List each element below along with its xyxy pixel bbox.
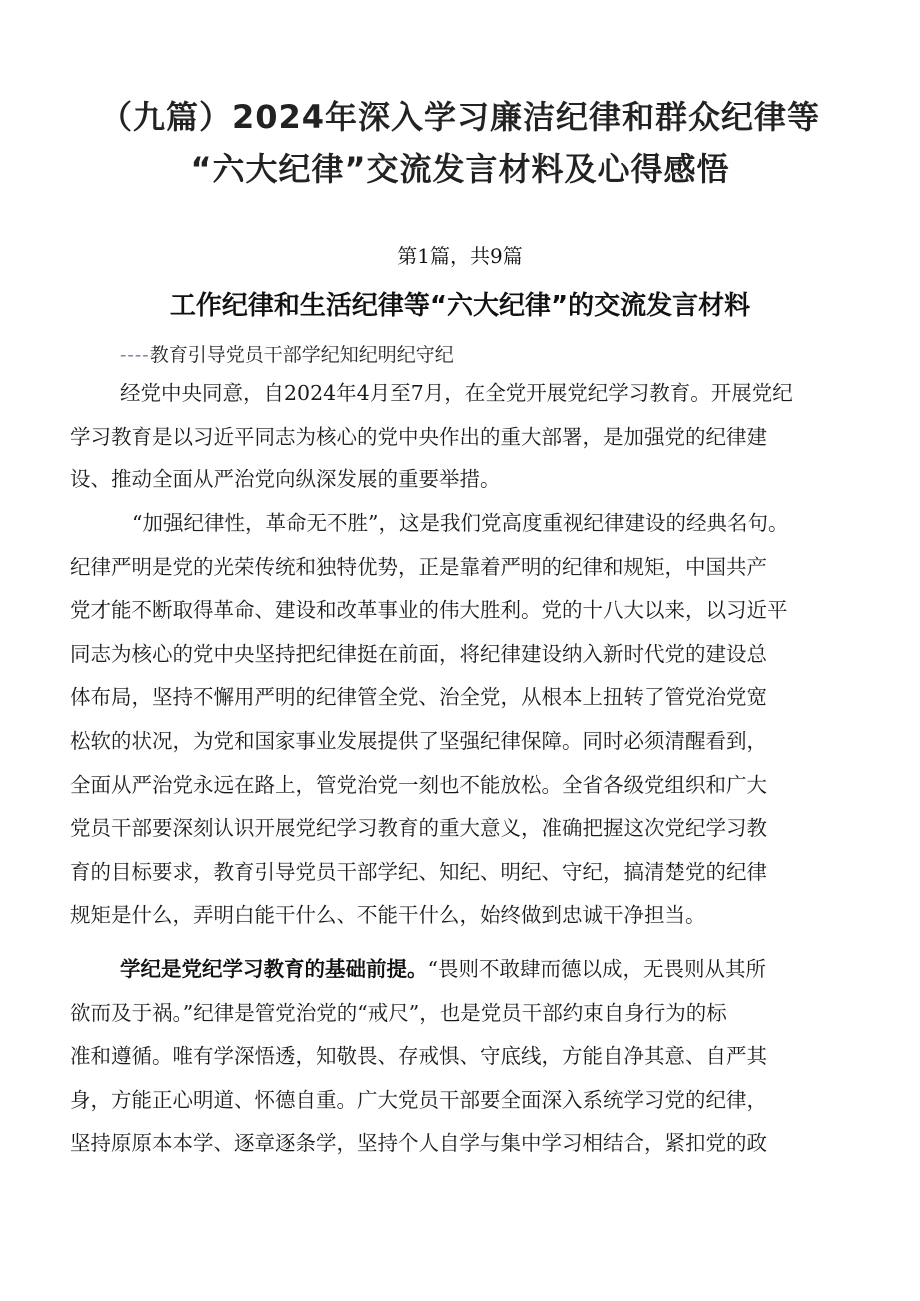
subtitle-text: 教育引导党员干部学纪知纪明纪守纪: [149, 344, 454, 366]
paragraph-line: 纪律严明是党的光荣传统和独特优势，正是靠着严明的纪律和规矩，中国共产: [70, 555, 767, 579]
paragraph-line: 坚持原原本本学、逐章逐条学，坚持个人自学与集中学习相结合，紧扣党的政: [70, 1131, 767, 1155]
paragraph-line: 经党中央同意，自2024年4月至7月，在全党开展党纪学习教育。开展党纪: [120, 381, 793, 405]
paragraph-line-with-lead: [120, 954, 766, 984]
paragraph-line: 全面从严治党永远在路上，管党治党一刻也不能放松。全省各级党组织和广大: [70, 773, 767, 797]
paragraph-line: 设、推动全面从严治党向纵深发展的重要举措。: [70, 467, 501, 491]
paragraph-line: 身，方能正心明道、怀德自重。广大党员干部要全面深入系统学习党的纪律，: [70, 1088, 767, 1112]
paragraph-line: 党才能不断取得革命、建设和改革事业的伟大胜利。党的十八大以来，以习近平: [70, 598, 788, 622]
document-title-line-1: （九篇）2024年深入学习廉洁纪律和群众纪律等: [99, 98, 821, 136]
paragraph-line: 党员干部要深刻认识开展党纪学习教育的重大意义，准确把握这次党纪学习教: [70, 816, 767, 840]
paragraph-line: 准和遵循。唯有学深悟透，知敬畏、存戒惧、守底线，方能自净其意、自严其: [70, 1044, 767, 1068]
paragraph-line: 欲而及于祸。”纪律是管党治党的“戒尺”，也是党员干部约束自身行为的标: [70, 1001, 727, 1025]
subtitle-dash: ----: [120, 344, 150, 366]
paragraph-line: 松软的状况，为党和国家事业发展提供了坚强纪律保障。同时必须清醒看到，: [70, 729, 767, 753]
paragraph-line: 同志为核心的党中央坚持把纪律挺在前面，将纪律建设纳入新时代党的建设总: [70, 642, 767, 666]
section-title: 工作纪律和生活纪律等“六大纪律”的交流发言材料: [169, 291, 751, 321]
subtitle: [120, 340, 454, 367]
paragraph-line: 体布局，坚持不懈用严明的纪律管全党、治全党，从根本上扭转了管党治党宽: [70, 685, 767, 709]
document-title-line-2: “六大纪律”交流发言材料及心得感悟: [190, 150, 730, 188]
paragraph-line: 学习教育是以习近平同志为核心的党中央作出的重大部署，是加强党的纪律建: [70, 425, 767, 449]
paragraph-line: 育的目标要求，教育引导党员干部学纪、知纪、明纪、守纪，搞清楚党的纪律: [70, 860, 767, 884]
part-label: 第1篇，共9篇: [397, 244, 523, 268]
paragraph-line: 规矩是什么，弄明白能干什么、不能干什么，始终做到忠诚干净担当。: [70, 903, 706, 927]
bold-lead-sentence: 学纪是党纪学习教育的基础前提。: [120, 957, 428, 981]
lead-continuation: “畏则不敢肆而德以成，无畏则从其所: [427, 957, 766, 981]
paragraph-line: “加强纪律性，革命无不胜”，这是我们党高度重视纪律建设的经典名句。: [132, 511, 789, 535]
